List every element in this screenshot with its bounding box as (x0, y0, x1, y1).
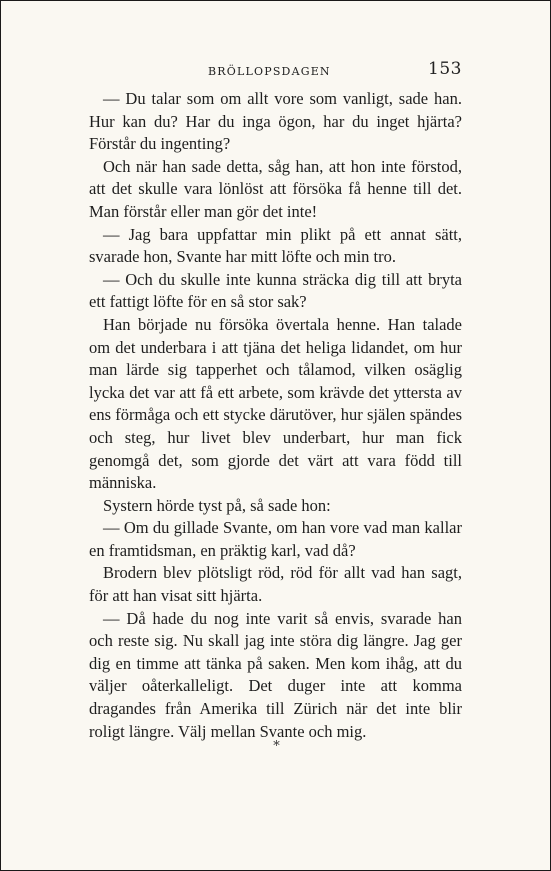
section-break-asterisk: * (273, 739, 280, 754)
paragraph-2: Och när han sade detta, såg han, att hon inte förstod, att det skulle vara lönlöst att försöka få henne till det. Man förstår eller man gör det inte! (89, 156, 462, 221)
running-title: BRÖLLOPSDAGEN (208, 65, 331, 78)
paragraph-1: — Du talar som om allt vore som vanligt, sade han. Hur kan du? Har du inga ögon, har du inget hjärta? Förstår du ingenting? (89, 89, 462, 154)
paragraph-6: Systern hörde tyst på, så sade hon: (103, 495, 331, 515)
body-text (89, 88, 462, 743)
page-number: 153 (428, 59, 462, 79)
paragraph-3: — Jag bara uppfattar min plikt på ett annat sätt, svarade hon, Svante har mitt löfte och min tro. (89, 224, 462, 267)
running-head (89, 59, 462, 83)
paragraph-9: — Då hade du nog inte varit så envis, svarade han och reste sig. Nu skall jag inte störa dig längre. Jag ger dig en timme att tänka på saken. Men kom ihåg, att du väljer oåterkalleligt. Det duger inte att komma dragandes från Amerika till Zürich när det inte blir roligt längre. Välj mellan Svante och mig. (89, 608, 462, 741)
paragraph-4: — Och du skulle inte kunna sträcka dig till att bryta ett fattigt löfte för en så stor sak? (89, 269, 462, 312)
paragraph-5: Han började nu försöka övertala henne. Han talade om det underbara i att tjäna det heliga lidandet, om hur man lärde sig tapperhet och tålamod, vilken osäglig lycka det var att få ett arbete, som krävde det yttersta av ens förmåga och ett stycke därutöver, hur själen spändes och steg, hur livet blev underbart, hur man fick genomgå det, som gjorde det värt att vara född till människa. (89, 314, 462, 493)
paragraph-7: — Om du gillade Svante, om han vore vad man kallar en framtidsman, en präktig karl, vad då? (89, 518, 462, 560)
paragraph-8: Brodern blev plötsligt röd, röd för allt vad han sagt, för att han visat sitt hjärta. (89, 563, 462, 606)
